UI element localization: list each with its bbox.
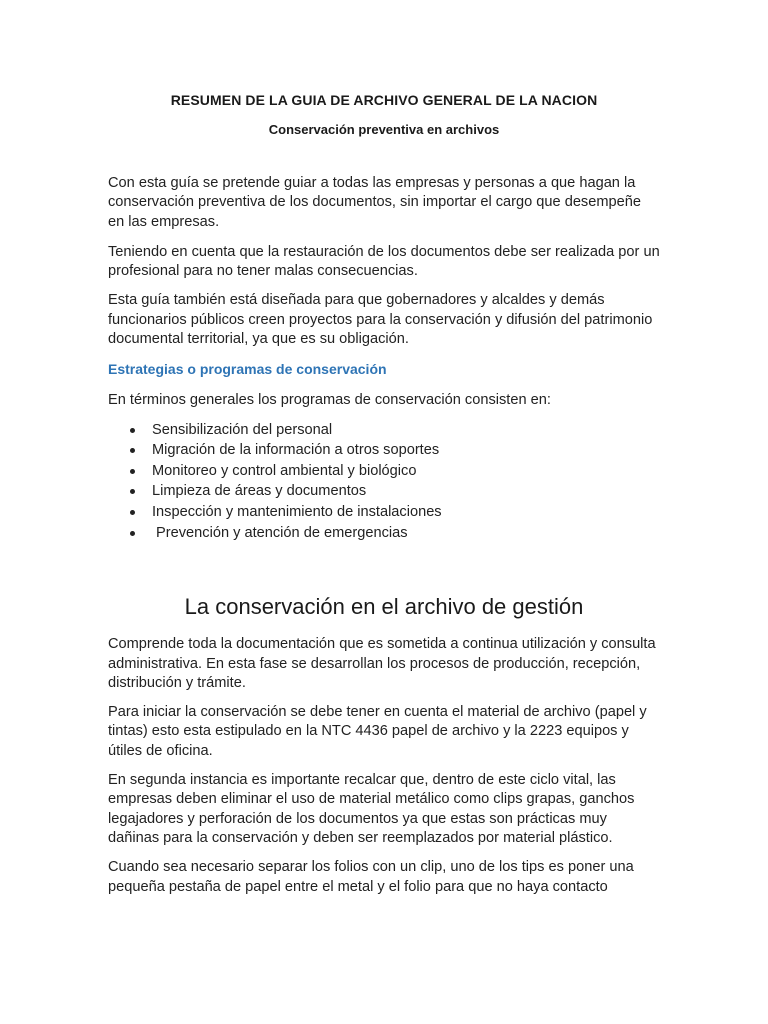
list-item: [108, 481, 660, 502]
list-intro-paragraph: En términos generales los programas de conservación consisten en:: [108, 392, 551, 409]
bullet-icon: [130, 489, 135, 494]
bullet-icon: [130, 510, 135, 515]
bullet-icon: [130, 469, 135, 474]
intro-paragraph: Con esta guía se pretende guiar a todas las empresas y personas a que hagan la conservación preventiva de los documentos, sin importar el cargo que desempeñe en las empresas.: [108, 175, 641, 230]
list-item: [108, 502, 660, 523]
list-item: [108, 420, 660, 441]
list-item: [108, 440, 660, 461]
list-item-label: Sensibilización del personal: [152, 421, 333, 438]
list-item: [108, 461, 660, 482]
metal-materials-paragraph: En segunda instancia es importante recalcar que, dentro de este ciclo vital, las empresas deben eliminar el uso de material metálico como clips grapas, ganchos legajadores y perforación de los documentos ya que estas son prácticas muy dañinas para la conservación y deben ser reemplazados por material plástico.: [108, 772, 635, 846]
document-title: RESUMEN DE LA GUIA DE ARCHIVO GENERAL DE LA NACION: [170, 92, 598, 108]
bullet-icon: [130, 428, 135, 433]
section-heading-strategies: Estrategias o programas de conservación: [108, 361, 387, 378]
materials-paragraph: Para iniciar la conservación se debe tener en cuenta el material de archivo (papel y tintas) esto esta estipulado en la NTC 4436 papel de archivo y la 2223 equipos y útiles de oficina.: [108, 704, 647, 759]
section-heading-management-archive: La conservación en el archivo de gestión: [184, 594, 584, 620]
officials-paragraph: Esta guía también está diseñada para que gobernadores y alcaldes y demás funcionarios públicos creen proyectos para la conservación y difusión del patrimonio documental territorial, ya que es su obligación.: [108, 292, 653, 348]
bullet-icon: [130, 531, 135, 536]
restoration-paragraph: Teniendo en cuenta que la restauración de los documentos debe ser realizada por un profesional para no tener malas consecuencias.: [108, 243, 660, 280]
document-subtitle: Conservación preventiva en archivos: [268, 122, 500, 137]
list-item-label: Prevención y atención de emergencias: [152, 524, 408, 541]
list-item-label: Limpieza de áreas y documentos: [152, 483, 367, 500]
list-item-label: Inspección y mantenimiento de instalaciones: [152, 504, 442, 521]
management-paragraph: Comprende toda la documentación que es sometida a continua utilización y consulta administrativa. En esta fase se desarrollan los procesos de producción, recepción, distribución y trámite.: [108, 636, 656, 691]
conservation-programs-list: [108, 420, 660, 544]
list-item-label: Migración de la información a otros soportes: [152, 442, 440, 459]
list-item-label: Monitoreo y control ambiental y biológico: [152, 462, 417, 479]
bullet-icon: [130, 448, 135, 453]
clip-tip-paragraph: Cuando sea necesario separar los folios con un clip, uno de los tips es poner una pequeña pestaña de papel entre el metal y el folio para que no haya contacto: [108, 859, 634, 895]
list-item: [108, 523, 660, 544]
